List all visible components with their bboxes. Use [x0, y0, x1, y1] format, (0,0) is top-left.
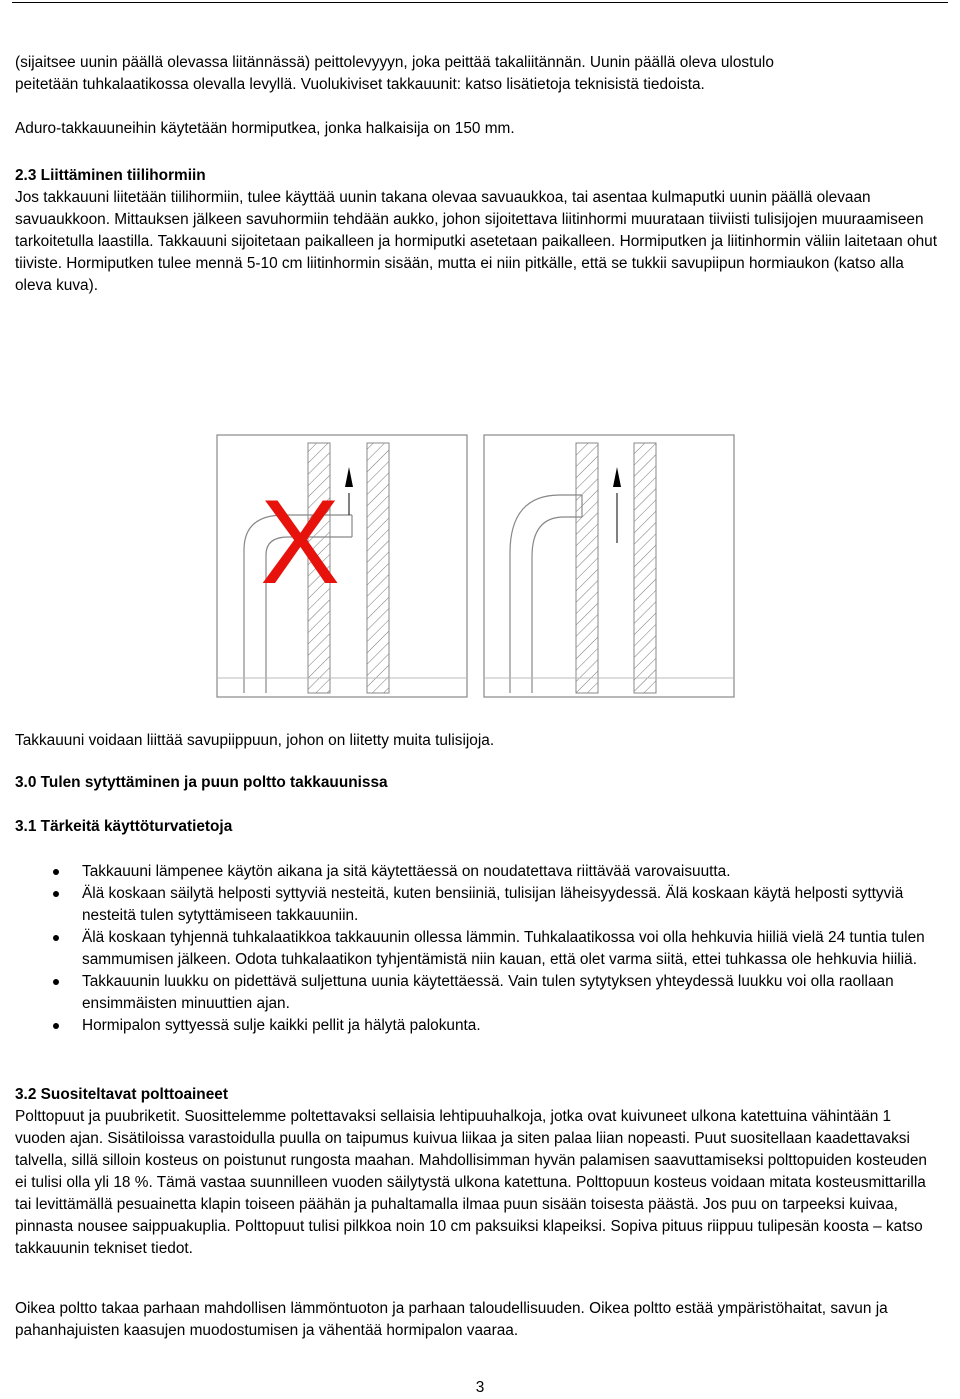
- section-3-0-heading: 3.0 Tulen sytyttäminen ja puun poltto takkauunissa: [15, 774, 388, 791]
- safety-list: [15, 861, 960, 1037]
- bullet-icon: [53, 1023, 59, 1029]
- chimney-note: Takkauuni voidaan liittää savupiippuun, johon on liitetty muita tulisijoja.: [15, 732, 495, 749]
- intro-line-2: peitetään tuhkalaatikossa olevalla levyllä. Vuolukiviset takkauunit: katso lisätietoja teknisistä tiedoista.: [15, 76, 705, 93]
- closing-paragraph: Oikea poltto takaa parhaan mahdollisen lämmöntuoton ja parhaan taloudellisuuden. Oikea poltto estää ympäristöhaitat, savun ja pahanhajuisten kaasujen muodostumisen ja vähentää hormipalon vaaraa.: [15, 1300, 888, 1339]
- incorrect-connection-diagram: [217, 435, 467, 697]
- page-number: 3: [475, 1379, 485, 1396]
- list-item: Takkauunin luukku on pidettävä suljettuna uunia käytettäessä. Vain tulen sytytyksen yhteydessä luukku voi olla raollaan ensimmäisten minuuttien ajan.: [15, 971, 960, 1015]
- list-item: Älä koskaan säilytä helposti syttyviä nesteitä, kuten bensiiniä, tulisijan läheisyydessä. Älä koskaan käytä helposti syttyviä nesteitä tulen sytyttämiseen takkauuniin.: [15, 883, 960, 927]
- chimney-connection-figure: [210, 425, 750, 705]
- list-item: Älä koskaan tyhjennä tuhkalaatikkoa takkauunin ollessa lämmin. Tuhkalaatikossa voi olla hehkuvia hiiliä vielä 24 tuntia tulen sammumisen jälkeen. Odota tuhkalaatikon tyhjentämistä niin kauan, että olet varma siitä, ettei tuhkassa ole hehkuvia hiiliä.: [15, 927, 960, 971]
- section-2-3-heading: 2.3 Liittäminen tiilihormiin: [15, 167, 206, 184]
- bullet-icon: [53, 935, 59, 941]
- list-item: Takkauuni lämpenee käytön aikana ja sitä käytettäessä on noudatettava riittävää varovaisuutta.: [15, 861, 960, 883]
- section-3-2-heading: 3.2 Suositeltavat polttoaineet: [15, 1086, 228, 1103]
- section-3-1-heading: 3.1 Tärkeitä käyttöturvatietoja: [15, 818, 233, 835]
- intro-line-3: Aduro-takkauuneihin käytetään hormiputkea, jonka halkaisija on 150 mm.: [15, 120, 515, 137]
- intro-line-1: (sijaitsee uunin päällä olevassa liitännässä) peittolevyyyn, joka peittää takaliitännän. Uunin päällä oleva ulostulo: [15, 54, 774, 71]
- bullet-icon: [53, 979, 59, 985]
- bullet-icon: [53, 891, 59, 897]
- correct-connection-diagram: [484, 435, 734, 697]
- section-2-3-text: Jos takkauuni liitetään tiilihormiin, tulee käyttää uunin takana olevaa savuaukkoa, tai asentaa kulmaputki uunin päällä olevaan savuaukkoon. Mittauksen jälkeen savuhormiin tehdään aukko, johon sijoitettava liitinhormi muurataan tiiviisti tulisijojen muuraamiseen tarkoitetulla laastilla. Takkauuni sijoitetaan paikalleen ja hormiputki asetetaan paikalleen. Hormiputken ja liitinhormin väliin laitetaan ohut tiiviste. Hormiputken tulee mennä 5-10 cm liitinhormin sisään, mutta ei niin pitkälle, että se tukkii savupiipun hormiaukon (katso alla oleva kuva).: [15, 189, 937, 294]
- header-rule: [12, 2, 948, 3]
- bullet-icon: [53, 869, 59, 875]
- section-3-2-text: Polttopuut ja puubriketit. Suosittelemme poltettavaksi sellaisia lehtipuuhalkoja, jotka ovat kuivuneet ulkona katettuina vähintään 1 vuoden ajan. Sisätiloissa varastoidulla puulla on taipumus kuivua liikaa ja siten palaa liian nopeasti. Puut suositellaan kaadettavaksi talvella, sillä silloin kosteus on poistunut rungosta maahan. Mahdollisimman hyvän palamisen saavuttamiseksi polttopuiden kosteuden ei tulisi olla yli 18 %. Tämä vastaa suunnilleen vuoden säilytystä ulkona katettuna. Polttopuun kosteus voidaan mitata kosteusmittarilla tai levittämällä pesuainetta klapin toiseen päähän ja puhaltamalla ilmaa puun sisään toisesta päästä. Jos puu on tarpeeksi kuivaa, pinnasta nousee saippuakuplia. Polttopuut tulisi pilkkoa noin 10 cm paksuiksi klapeiksi. Sopiva pituus riippuu tulipesän koosta – katso takkauunin tekniset tiedot.: [15, 1108, 927, 1257]
- list-item: Hormipalon syttyessä sulje kaikki pellit ja hälytä palokunta.: [15, 1015, 960, 1037]
- incorrect-x-mark: X: [260, 475, 341, 609]
